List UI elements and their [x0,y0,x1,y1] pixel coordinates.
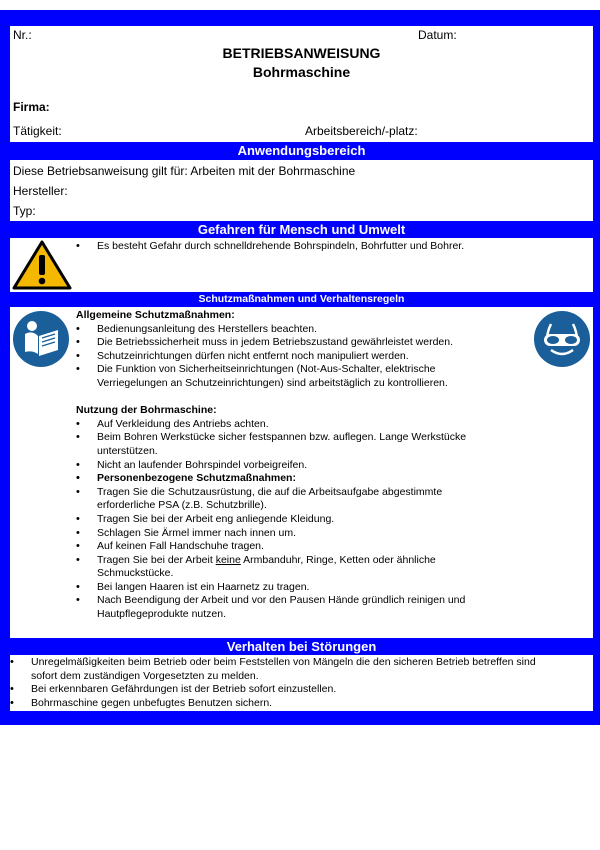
gilt-fuer-text: Diese Betriebsanweisung gilt für: Arbeiten mit der Bohrmaschine [13,164,356,178]
list-item-continuation: sofort dem zuständigen Vorgesetzten zu melden. [31,669,259,682]
firma-label: Firma: [13,100,50,114]
list-item: • Nach Beendigung der Arbeit und vor den Pausen Hände gründlich reinigen und [76,594,526,608]
stoerungen-panel [10,655,593,711]
list-item: • Bohrmaschine gegen unbefugtes Benutzen sichern. [10,697,593,711]
anwendungsbereich-heading: Anwendungsbereich [10,143,593,159]
list-item: • Bei erkennbaren Gefährdungen ist der Betrieb sofort einzustellen. [10,683,593,697]
nutzung-heading: Nutzung der Bohrmaschine: [76,404,217,417]
read-manual-icon [12,310,70,368]
page-subtitle: Bohrmaschine [252,64,351,80]
safety-goggles-icon [533,310,591,368]
page-title: BETRIEBSANWEISUNG [222,45,381,61]
arbeitsbereich-label: Arbeitsbereich/-platz: [305,124,418,138]
personen-heading: • Personenbezogene Schutzmaßnahmen: [76,472,526,486]
list-item: • Auf keinen Fall Handschuhe tragen. [76,540,526,554]
typ-label: Typ: [13,204,36,218]
list-item: • Tragen Sie bei der Arbeit eng anliegende Kleidung. [76,513,526,527]
schutz-list [76,309,526,622]
list-item: • Auf Verkleidung des Antriebs achten. [76,418,526,432]
list-item-continuation: Verriegelungen an Schutzeinrichtungen) sind arbeitstäglich zu kontrollieren. [97,376,448,389]
list-item: • Schlagen Sie Ärmel immer nach innen um. [76,527,526,541]
list-item-continuation: Schmuckstücke. [97,567,174,580]
datum-label: Datum: [418,28,457,42]
list-item-continuation: erforderliche PSA (z.B. Schutzbrille). [97,499,267,512]
list-item: • Schutzeinrichtungen dürfen nicht entfernt noch manipuliert werden. [76,350,526,364]
list-item: • Beim Bohren Werkstücke sicher festspannen bzw. auflegen. Lange Werkstücke [76,431,526,445]
schutz-heading: Schutzmaßnahmen und Verhaltensregeln [10,293,593,306]
list-item-schmuck: • Tragen Sie bei der Arbeit keine Armbanduhr, Ringe, Ketten oder ähnliche [76,554,526,568]
list-item: • Bedienungsanleitung des Herstellers beachten. [76,323,526,337]
list-item: • Bei langen Haaren ist ein Haarnetz zu tragen. [76,581,526,595]
list-item: • Unregelmäßigkeiten beim Betrieb oder beim Feststellen von Mängeln die den sicheren Betrieb betreffen sind [10,656,593,670]
stoerungen-list [10,656,593,710]
gefahren-list [76,240,464,254]
nr-label: Nr.: [13,28,32,42]
list-item: • Die Betriebssicherheit muss in jedem Betriebszustand gewährleistet werden. [76,336,526,350]
list-item: • Nicht an laufender Bohrspindel vorbeigreifen. [76,459,526,473]
hersteller-label: Hersteller: [13,184,68,198]
stoerungen-heading: Verhalten bei Störungen [10,639,593,655]
gefahren-panel [10,238,593,292]
gefahren-heading: Gefahren für Mensch und Umwelt [10,222,593,238]
header-panel [10,26,593,142]
list-item: • Die Funktion von Sicherheitseinrichtungen (Not-Aus-Schalter, elektrische [76,363,526,377]
list-item: • Tragen Sie die Schutzausrüstung, die auf die Arbeitsaufgabe abgestimmte [76,486,526,500]
taetigkeit-label: Tätigkeit: [13,124,62,138]
anwendungsbereich-panel [10,160,593,221]
allgemein-heading: Allgemeine Schutzmaßnahmen: [76,309,235,321]
list-item-continuation: Hautpflegeprodukte nutzen. [97,608,227,621]
list-item: • Es besteht Gefahr durch schnelldrehende Bohrspindeln, Bohrfutter und Bohrer. [76,240,464,254]
list-item-continuation: unterstützen. [97,444,158,457]
schutz-panel [10,307,593,638]
warning-triangle-icon [12,240,72,290]
